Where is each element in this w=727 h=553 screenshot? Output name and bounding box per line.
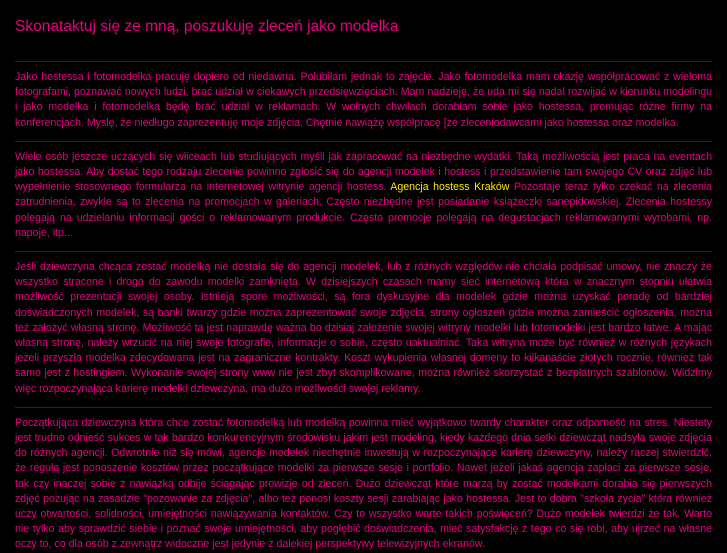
paragraph-hostess-text-2: Pozostaje teraz tylko czekać na zlecenia zatrudnienia, zwykle są to zlecenia na promocjach w galeriach. Często niezbędne jest posiadanie książeczki sanepidowskiej. Zlecenia hostessy polegają na udzielaniu informacji gości o reklamowanym produkcie. Często promocje polegają na degustacjach reklamowanymi wyrobami, np. napoje, itp... — [15, 181, 712, 239]
paragraph-hostess — [15, 150, 712, 241]
paragraph-hostess-text-1: Wiele osób jeszcze uczących się włiceach lub studiujących myśli jak zapracować na niezbędne wydatki. Taką możliwością jest praca na eventach jako hostessa. Aby dostać tego rodzaju zlecenie powinno zgłosić się do agencji modelek i hostess i przedstawienie tam swojego CV oraz zdjęć lub wypełnienie stosownego formularza na internetowej witrynie agencji hostess. — [15, 150, 712, 194]
divider — [15, 61, 712, 62]
page-content — [15, 16, 712, 553]
agency-link[interactable]: Agencja hostess Kraków — [390, 181, 510, 194]
page-title: Skonataktuj się ze mną, poszukuję zleceń jako modelka — [15, 18, 399, 35]
paragraph-beginning: Początkująca dziewczyna która chce zostać fotomodelką lub modelką powinna mieć wyjątkowo twardy charakter oraz odporność na stres. Niestety jest trudno odnieść sukces w tak bardzo konkurencyjnym środowisku jakim jest modeling, kiedy każdego dnia setki dziewcząt nadsyła swoje zdjęcia do różnych agencji. Odwrotnie niż się mówi, agencje modelek niechętnie inwestują w rozpoczynające karierę dziewczyny, należy raczej stwierdzić, że regułą jest ponoszenie kosztów przez początkujące modelki za pierwsze sesje i portfolio. Nawet jeżeli jakaś agencja zapłaci za pierwsze sesje, tak czy inaczej sobie z nawiązką odbije ściągając prowizje od zleceń. Dużo dziewcząt które marzą by zostać modelkami dorabia się pierwszych zdjęć pozując na zasadzie "pozowanie za zdjęcia", albo też ponosi koszty sesji zarabiając jako hostessa. Jest to dobra "szkoła życia" która również uczy otwartości, solidności, umiejętności nawiązywania kontaktów. Czy to wszystko warte takich poświęceń? Dużo modelek twierdzi że tak. Warto nie tylko aby sprawdzić siebie i poznać swoje umiejętności, aby pogłębić doświadczenia, mieć satysfakcję z tego co się robi, aby ujrzeć na własne oczy to, co dla osób z zewnątrz widoczne jest jedynie z dalekiej perspektywy telewizyjnych ekranów. — [15, 416, 712, 551]
paragraph-intro: Jako hostessa i fotomodelka pracuję dopiero od niedawna. Polubiłam jednak to zajęcie. Jako fotomodelka mam okazję współpracować z wieloma fotografami, poznawać nowych ludzi, brać udział w ciekawych przedsięwzięciach. Mam nadzieję, że uda mi się nadal rozwijać w kierunku modelingu i jako modelka i fotomodelka będę brać udział w reklamach. W wolnych chwilach dorabiam sobie jako hostessa, promując różne firmy na konferencjach. Myslę, że niedługo zaprezentuję moje zdjęcia. Chętnie nawiążę współpracę [ze zleceniodawcami jako hostessa oraz modelka. — [15, 71, 712, 129]
divider — [15, 251, 712, 252]
paragraph-internet: Jeśli dziewczyna chcąca zostać modelką nie dostała się do agencji modelek, lub z różnych względów nie chciała podpisać umowy, nie znaczy że wszystko stracone i droga do zawodu modelki zamknięta. W dzisiejszych czasach mamy sieć internetową która w znacznym stopniu ułatwia możliwość prezentacji swojej osoby. Istnieją spore możliwości, są fora dyskusyjne dla modelek gdzie można uzyskać poradę od bardziej doświadczonych modelek, są banki twarzy gdzie można zaprezentować swoje zdjęcia, strony ogłoszeń gdzie można zamieścić ogłoszenia, można też założyć własną stronę. Możliwość ta jest naprawdę ważna bo dzisiaj założenie swojej witryny modelki lub fotomodelki jest bardzo łatwe. A mając własną stronę, należy wrzucić na niej swoje fotografie, informacje o sobie, często uaktualniać. Taka witryna może być również w różnych językach jeżeli przyszła modelka zdecydowana jest na zagraniczne kontrakty. Koszt wykupienia własnej domeny to kilkanaście złotych rocznie, również tak samo jest z hostingiem. Wykonanie swojej strony www nie jest zbyt skomplikowane, można również skorzystać z bezpłatnych szablonów. Widzimy więc rozpoczynająca karierę modelki dziewczyna, ma dużo możliwości swojej reklamy. — [15, 261, 712, 395]
divider — [15, 141, 712, 142]
divider — [15, 407, 712, 408]
